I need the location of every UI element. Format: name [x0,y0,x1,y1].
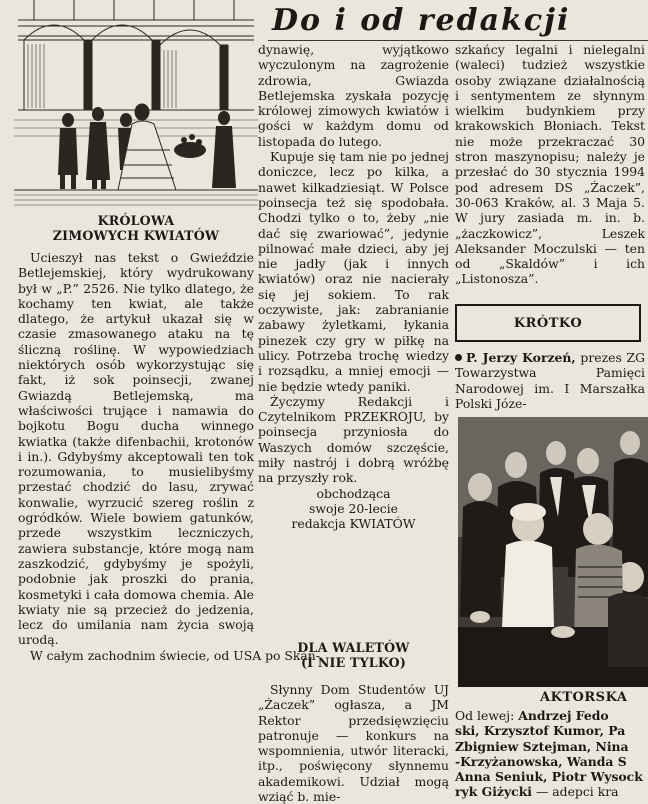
paragraph-continued: szkańcy legalni i nielegalni (waleci) tudzież wszystkie osoby związane działalnością i sentymentem ze słynnym wielkim budynkiem przy krakowskich Błoniach. Tekst nie może przekraczać 30 stron maszynopisu; należy je przesłać do 30 stycznia 1994 pod adresem DS „Żaczek”, 30-063 Kraków, al. 3 Maja 5. W jury zasiada m. in. b. „żaczkowicz”, Leszek Aleksander Moczulski — ten od „Skaldów” i ich „Listonosza”. [455,42,645,287]
article-column-2 [258,42,449,532]
article-heading-krolowa: KRÓLOWA ZIMOWYCH KWIATÓW [52,213,220,243]
krotko-box [455,304,641,342]
bullet-icon [455,354,462,361]
krotko-label: KRÓTKO [513,315,583,331]
paragraph: Ucieszył nas tekst o Gwieździe Betlejemskiej, który wydrukowany był w „P.” 2526. Nie tylko dlatego, że kochamy ten kwiat, ale także dlatego, że artykuł ukazał się w czasie zmasowanego ataku na tę śliczną roślinę. W wypowiedziach niektórych osób wykorzystując się fakt, iż sok poinsecji, zwanej Gwiazdą Betlejemską, ma właściwości trujące i namawia do bojkotu Bogu ducha winnego kwiatka (także difenbachii, krotonów i in.). Gdybyśmy akceptowali ten tok rozumowania, to musielibyśmy przestać chodzić do lasu, zrywać konwalie, wyrzucić szereg roślin z ogródków. Wiele bowiem gatunków, przede wszystkim leczniczych, zawiera substancje, które mogą nam zaszkodzić, gdybyśmy je spożyli, podobnie jak proszki do prania, kosmetyki i cała domowa chemia. Ale kwiaty nie są przecież do jedzenia, lecz do umilania nam życia swoją urodą. [18,250,254,648]
paragraph: Słynny Dom Studentów UJ „Żaczek” ogłasza, a JM Rektor przedsięwzięciu patronuje — konkurs na wspomnienia, utwór literacki, itp., poświęcony słynnemu akademikowi. Udział mogą wziąć b. mie- [258,682,449,804]
paragraph: Kupuje się tam nie po jednej doniczce, lecz po kilka, a nawet kilkadziesiąt. W Polsce poinsecja też się spodobała. Chodzi tylko o to, żeby „nie dać się zwariować”, jedynie pilnować małe dzieci, aby jej nie jadły (jak i innych kwiatów) oraz nie nacierały się jej sokiem. To rak oczywiste, jak: zabranianie zabawy żyletkami, łykania pinezek czy gry w piłkę na ulicy. Potrzeba trochę wiedzy i rozsądku, a mniej emocji — nie będzie wtedy paniki. [258,149,449,394]
engraving-illustration [14,0,258,208]
article-column-1 [18,250,320,663]
person-name: P. Jerzy Korzeń, [466,350,576,365]
photo-caption: Od lewej: Andrzej Fedo ski, Krzysztof Kumor, Pa Zbigniew Sztejman, Nina -Krzyżanowska, Wanda S Anna Seniuk, Piotr Wysock ryk Giżycki — adepci kra [455,708,643,800]
krotko-text: P. Jerzy Korzeń, prezes ZG Towarzystwa Pamięci Narodowej im. I Marszałka Polski Józe- [455,350,645,411]
article-heading-dla-waletow: DLA WALETÓW (I NIE TYLKO) [297,640,410,670]
signature-line: obchodząca [316,485,391,501]
signature-line: redakcja KWIATÓW [291,516,416,532]
paragraph-start: W całym zachodnim świecie, od USA po Skan- [30,647,320,663]
photo-caption-heading: AKTORSKA [540,690,628,705]
group-photo [458,417,648,687]
signature-line: swoje 20-lecie [308,500,399,516]
masthead-rule [268,40,648,41]
article2-column-continued [455,42,645,287]
paragraph: Życzymy Redakcji i Czytelnikom PRZEKROJU, by poinsecja przyniosła do Waszych domów szczęście, miły nastrój i dobrą wróżbę na przyszły rok. [258,393,449,486]
section-title: Do i od redakcji [272,3,571,38]
paragraph-continued: dynawię, wyjątkowo wyczulonym na zagrożenie zdrowia, Gwiazda Betlejemska zyskała pozycję królowej zimowych kwiatów i gości w każdym domu od listopada do lutego. [258,42,449,149]
article2-column-start [258,682,449,804]
